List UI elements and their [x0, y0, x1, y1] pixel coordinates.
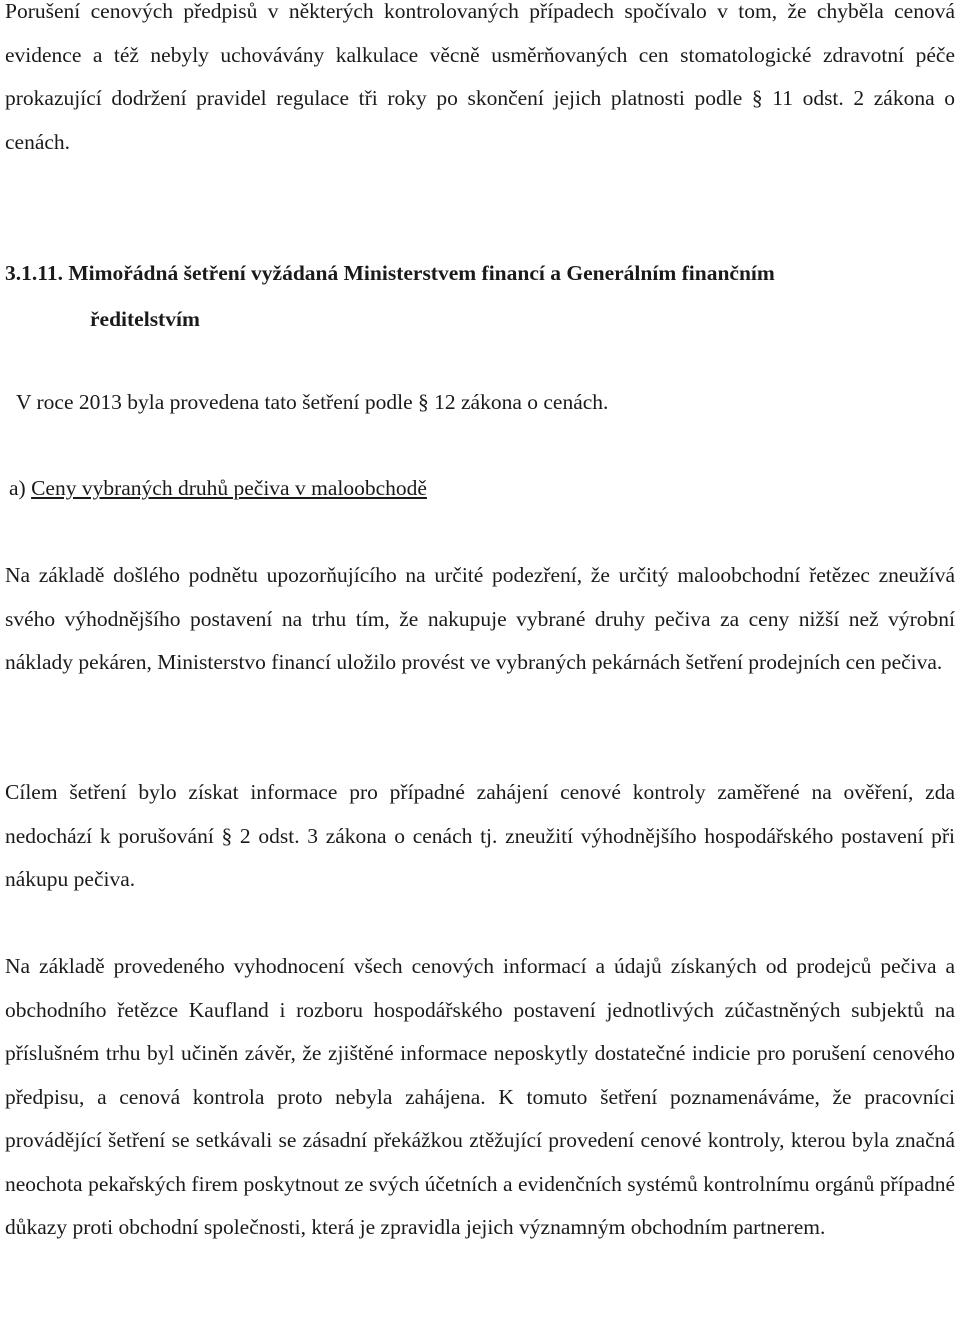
subsection-title: Ceny vybraných druhů pečiva v maloobchodě [31, 476, 427, 500]
subsection-marker: a) [9, 476, 26, 500]
subsection-heading [9, 467, 949, 511]
section-intro: V roce 2013 byla provedena tato šetření podle § 12 zákona o cenách. [16, 390, 609, 414]
section-title-line2: ředitelstvím [90, 307, 200, 331]
paragraph-complaint: Na základě došlého podnětu upozorňujícího na určité podezření, že určitý maloobchodní řetězec zneužívá svého výhodnějšího postavení na trhu tím, že nakupuje vybrané druhy pečiva za ceny nižší než výrobní náklady pekáren, Ministerstvo financí uložilo provést ve vybraných pekárnách šetření prodejních cen pečiva. [5, 563, 955, 674]
section-heading [5, 250, 955, 342]
section-number: 3.1.11. [5, 261, 63, 285]
paragraph-goal: Cílem šetření bylo získat informace pro případné zahájení cenové kontroly zaměřené na ověření, zda nedochází k porušování § 2 odst. 3 zákona o cenách tj. zneužití výhodnějšího hospodářského postavení při nákupu pečiva. [5, 780, 955, 891]
section-title-line1: Mimořádná šetření vyžádaná Ministerstvem financí a Generálním finančním [68, 261, 775, 285]
paragraph-price-violations: Porušení cenových předpisů v některých kontrolovaných případech spočívalo v tom, že chyběla cenová evidence a též nebyly uchovávány kalkulace věcně usměrňovaných cen stomatologické zdravotní péče prokazující dodržení pravidel regulace tři roky po skončení jejich platnosti podle § 11 odst. 2 zákona o cenách. [5, 0, 955, 154]
paragraph-conclusion: Na základě provedeného vyhodnocení všech cenových informací a údajů získaných od prodejců pečiva a obchodního řetězce Kaufland i rozboru hospodářského postavení jednotlivých zúčastněných subjektů na příslušném trhu byl učiněn závěr, že zjištěné informace neposkytly dostatečné indicie pro porušení cenového předpisu, a cenová kontrola proto nebyla zahájena. K tomuto šetření poznamenáváme, že pracovníci provádějící šetření se setkávali se zásadní překážkou ztěžující provedení cenové kontroly, kterou byla značná neochota pekařských firem poskytnout ze svých účetních a evidenčních systémů kontrolnímu orgánů případné důkazy proti obchodní společnosti, která je zpravidla jejich významným obchodním partnerem. [5, 954, 955, 1239]
